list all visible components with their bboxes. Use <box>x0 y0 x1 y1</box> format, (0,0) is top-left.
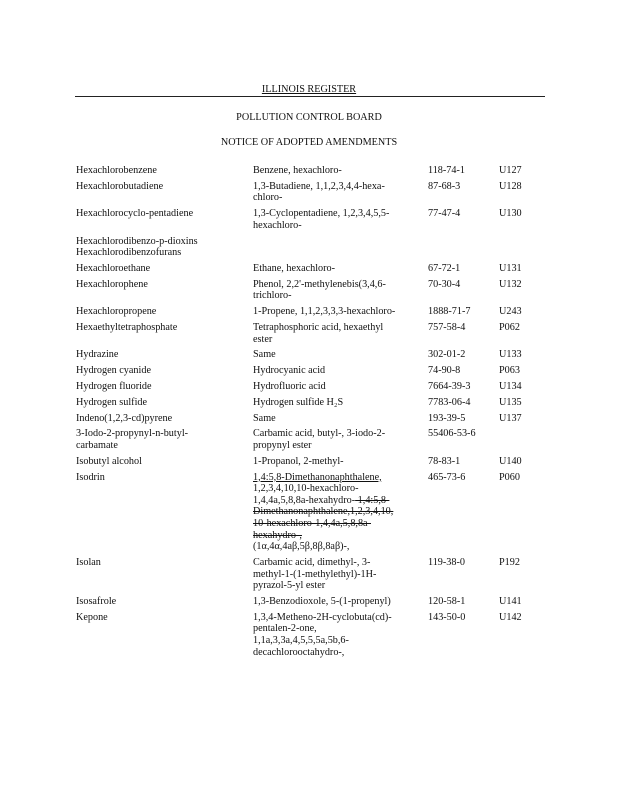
synonym-line: 1,4,4a,5,8,8a-hexahydro- 1,4:5,8- <box>253 494 390 506</box>
cas-number: 55406-53-6 <box>428 428 476 440</box>
chemical-name-line: Hexachlorodibenzofurans <box>76 247 182 259</box>
synonym-line: Dimethanonaphthalene,1,2,3,4,10, <box>253 506 394 518</box>
synonym <box>253 472 423 553</box>
deleted-text: 1,4:5,8- <box>355 494 390 506</box>
waste-code: U127 <box>499 165 522 176</box>
synonym-line: hexahydro-, <box>253 529 302 541</box>
synonym-line: decachlorooctahydro-, <box>253 646 345 658</box>
chemical-name-line: Hexachlorobutadiene <box>76 180 164 192</box>
synonym <box>253 208 423 231</box>
synonym-line: methyl-1-(1-methylethyl)-1H- <box>253 568 377 580</box>
waste-code: P063 <box>499 365 520 377</box>
chemical-name-line: Isosafrole <box>76 596 117 607</box>
register-title: ILLINOIS REGISTER <box>261 84 357 95</box>
synonym-line: Carbamic acid, dimethyl-, 3- <box>253 557 371 568</box>
waste-code: U141 <box>499 596 522 607</box>
synonym <box>253 165 423 177</box>
chemical-name <box>76 208 251 220</box>
chemical-name-line: Isodrin <box>76 471 105 483</box>
synonym-line: (1α,4α,4aβ,5β,8β,8aβ)-, <box>253 541 350 553</box>
cas-number: 7783-06-4 <box>428 396 471 408</box>
synonym-line: Ethane, hexachloro- <box>253 263 336 274</box>
synonym-line: 1,2,3,4,10,10-hexachloro- <box>253 483 359 495</box>
chemical-name <box>76 456 251 468</box>
waste-code: U134 <box>499 381 522 392</box>
chemical-name-line: Hexachloroethane <box>76 263 151 274</box>
synonym-line: chloro- <box>253 192 283 204</box>
chemical-name-line: Isolan <box>76 557 101 568</box>
chemical-name <box>76 322 251 334</box>
chemical-name <box>76 428 251 451</box>
chemical-name <box>76 381 251 393</box>
chemical-name-line: Indeno(1,2,3-cd)pyrene <box>76 412 173 424</box>
cas-number: 67-72-1 <box>428 263 461 274</box>
chemical-name <box>76 596 251 608</box>
chemical-name-line: Hexachloropropene <box>76 306 157 318</box>
header-rule <box>75 96 545 97</box>
waste-code: U137 <box>499 412 522 424</box>
cas-number: 78-83-1 <box>428 455 461 467</box>
chemical-name <box>76 236 251 259</box>
synonym <box>253 306 423 318</box>
chemical-name-line: Kepone <box>76 611 108 623</box>
synonym <box>253 181 423 204</box>
cas-number: 70-30-4 <box>428 278 461 290</box>
waste-code: U243 <box>499 306 522 318</box>
chemical-name-line: 3-Iodo-2-propynyl-n-butyl- <box>76 428 189 440</box>
cas-number: 302-01-2 <box>428 349 466 361</box>
synonym-line: trichloro- <box>253 290 292 302</box>
synonym-line: 1,3,4-Metheno-2H-cyclobuta(cd)- <box>253 611 392 623</box>
board-title: POLLUTION CONTROL BOARD <box>236 112 382 123</box>
synonym-line: 1,4:5,8-Dimethanonaphthalene, <box>253 471 382 483</box>
chemical-name <box>76 279 251 291</box>
synonym-line: pentalen-2-one, <box>253 623 317 635</box>
waste-code: U142 <box>499 611 522 623</box>
cas-number: 1888-71-7 <box>428 306 471 318</box>
waste-code: U131 <box>499 263 522 274</box>
waste-code: U132 <box>499 278 522 290</box>
notice-title: NOTICE OF ADOPTED AMENDMENTS <box>220 137 398 148</box>
waste-code: U135 <box>499 396 522 408</box>
synonym-line: Tetraphosphoric acid, hexaethyl <box>253 322 384 333</box>
synonym <box>253 428 423 451</box>
synonym <box>253 279 423 302</box>
synonym <box>253 263 423 275</box>
chemical-name-line: Hydrogen fluoride <box>76 381 152 392</box>
synonym-line: hexachloro- <box>253 219 302 231</box>
synonym-line: ester <box>253 333 273 345</box>
chemical-name-line: carbamate <box>76 439 118 451</box>
waste-code: P062 <box>499 322 520 333</box>
synonym-line: Same <box>253 349 276 361</box>
waste-code: P060 <box>499 471 520 483</box>
cas-number: 74-90-8 <box>428 365 461 377</box>
cas-number: 120-58-1 <box>428 596 466 607</box>
synonym <box>253 456 423 468</box>
cas-number: 757-58-4 <box>428 322 466 333</box>
synonym-line: 1,3-Benzodioxole, 5-(1-propenyl) <box>253 596 391 607</box>
chemical-name <box>76 397 251 409</box>
chemical-name <box>76 165 251 177</box>
synonym-line: Benzene, hexachloro- <box>253 165 342 176</box>
synonym-line: 1-Propene, 1,1,2,3,3,3-hexachloro- <box>253 306 396 318</box>
chemical-name-line: Hexachlorophene <box>76 278 148 290</box>
synonym-line: 1,3-Butadiene, 1,1,2,3,4,4-hexa- <box>253 180 385 192</box>
synonym-line: Hydrocyanic acid <box>253 365 326 377</box>
chemical-name-line: Hexachlorocyclo-pentadiene <box>76 208 194 220</box>
synonym-line: Phenol, 2,2'-methylenebis(3,4,6- <box>253 278 386 290</box>
synonym-line: Carbamic acid, butyl-, 3-iodo-2- <box>253 428 386 440</box>
chemical-name-line: Hydrogen cyanide <box>76 365 151 377</box>
synonym-line: Same <box>253 412 276 424</box>
synonym-line: 1-Propanol, 2-methyl- <box>253 455 344 467</box>
waste-code: U130 <box>499 208 522 220</box>
chemical-name <box>76 472 251 484</box>
chemical-name <box>76 612 251 624</box>
cas-number: 87-68-3 <box>428 180 461 192</box>
cas-number: 118-74-1 <box>428 165 465 176</box>
waste-code: U140 <box>499 455 522 467</box>
waste-code: U133 <box>499 349 522 361</box>
chemical-name-line: Hexachlorobenzene <box>76 165 157 176</box>
chemical-name-line: Hexachlorodibenzo-p-dioxins <box>76 235 198 247</box>
synonym-line: 10-hexachloro-1,4,4a,5,8,8a- <box>253 517 371 529</box>
chemical-name-line: Hydrogen sulfide <box>76 396 148 408</box>
synonym <box>253 596 423 608</box>
chemical-name <box>76 306 251 318</box>
synonym <box>253 365 423 377</box>
chemical-name-line: Hydrazine <box>76 349 119 361</box>
cas-number: 77-47-4 <box>428 208 461 220</box>
chemical-name <box>76 557 251 569</box>
synonym <box>253 612 423 658</box>
synonym <box>253 381 423 393</box>
waste-code: U128 <box>499 180 522 192</box>
synonym <box>253 349 423 361</box>
chemical-name <box>76 349 251 361</box>
cas-number: 119-38-0 <box>428 557 465 568</box>
synonym <box>253 322 423 345</box>
synonym <box>253 557 423 592</box>
cas-number: 143-50-0 <box>428 611 466 623</box>
cas-number: 7664-39-3 <box>428 381 471 392</box>
synonym <box>253 397 423 409</box>
synonym-line: Hydrofluoric acid <box>253 381 326 392</box>
chemical-name <box>76 413 251 425</box>
chemical-name-line: Hexaethyltetraphosphate <box>76 322 178 333</box>
cas-number: 465-73-6 <box>428 471 466 483</box>
chemical-name <box>76 181 251 193</box>
synonym-line: 1,1a,3,3a,4,5,5,5a,5b,6- <box>253 634 349 646</box>
synonym-line: Hydrogen sulfide H₂S <box>253 396 344 408</box>
chemical-name <box>76 365 251 377</box>
synonym-line: pyrazol-5-yl ester <box>253 580 326 592</box>
cas-number: 193-39-5 <box>428 412 466 424</box>
chemical-name-line: Isobutyl alcohol <box>76 455 142 467</box>
synonym-line: 1,3-Cyclopentadiene, 1,2,3,4,5,5- <box>253 208 390 220</box>
chemical-name <box>76 263 251 275</box>
waste-code: P192 <box>499 557 520 568</box>
synonym <box>253 413 423 425</box>
synonym-line: propynyl ester <box>253 439 312 451</box>
